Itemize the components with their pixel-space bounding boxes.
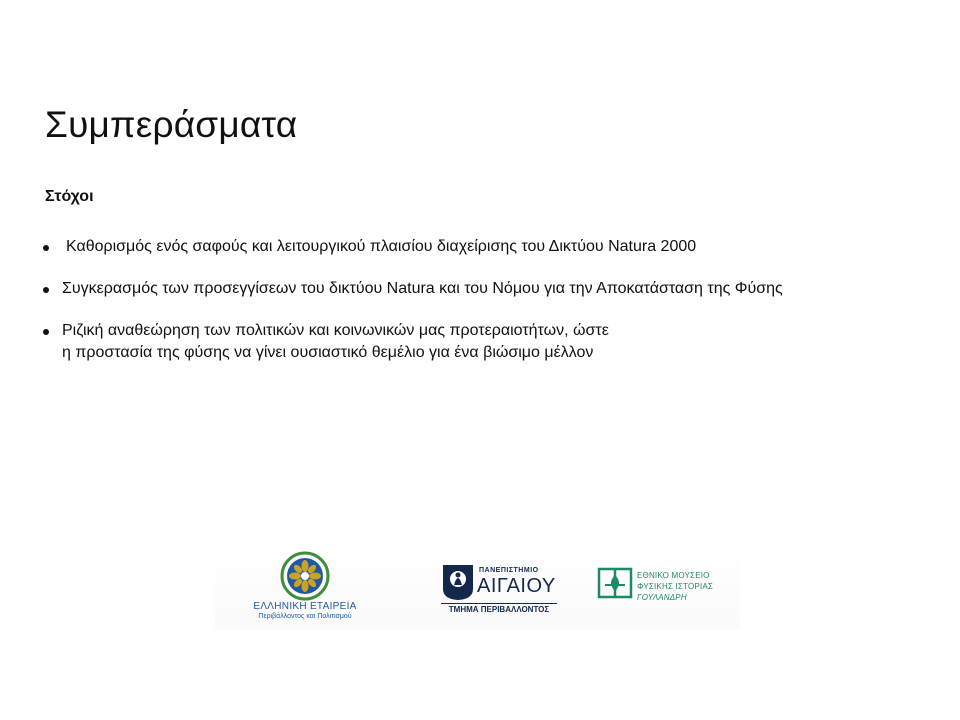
bullet-list — [40, 236, 940, 384]
bullet-text: Συγκερασμός των προσεγγίσεων του δικτύου Natura και του Νόμου για την Αποκατάσταση της Φύσης — [62, 280, 783, 297]
elliniki-etaireia-logo — [235, 545, 375, 630]
bullet-item — [40, 236, 940, 258]
goulandris-museum-logo — [595, 545, 735, 630]
slide-title: Συμπεράσματα — [45, 104, 298, 145]
ee-tagline: Περιβάλλοντος και Πολιτισμού — [258, 613, 352, 620]
ua-divider — [441, 603, 557, 604]
bullet-item — [40, 320, 940, 364]
gm-line-1: ΕΘΝΙΚΟ ΜΟΥΣΕΙΟ — [637, 571, 710, 580]
bullet-dot-icon — [43, 287, 49, 293]
bullet-dot-icon — [43, 329, 49, 335]
ua-department: ΤΜΗΜΑ ΠΕΡΙΒΑΛΛΟΝΤΟΣ — [448, 605, 550, 614]
university-aegean-logo — [437, 545, 562, 630]
partner-logos — [215, 545, 740, 630]
ee-emblem-icon — [280, 551, 330, 601]
bullet-text-continuation: η προστασία της φύσης να γίνει ουσιαστικό θεμέλιο για ένα βιώσιμο μέλλον — [62, 344, 594, 361]
section-subtitle: Στόχοι — [45, 188, 94, 205]
ua-main-text: ΑΙΓΑΙΟΥ — [477, 575, 556, 597]
bullet-dot-icon — [43, 245, 49, 251]
university-seal-icon — [441, 563, 475, 601]
ee-name: ΕΛΛΗΝΙΚΗ ΕΤΑΙΡΕΙΑ — [253, 601, 357, 612]
gm-line-2: ΦΥΣΙΚΗΣ ΙΣΤΟΡΙΑΣ — [637, 582, 714, 591]
gm-line-3: ΓΟΥΛΑΝΔΡΗ — [637, 593, 687, 602]
bullet-text: Καθορισμός ενός σαφούς και λειτουργικού πλαισίου διαχείρισης του Δικτύου Natura 2000 — [66, 238, 697, 255]
bullet-text: Ριζική αναθεώρηση των πολιτικών και κοινωνικών μας προτεραιοτήτων, ώστε — [62, 322, 609, 339]
ua-top-text: ΠΑΝΕΠΙΣΤΗΜΙΟ — [479, 567, 539, 574]
bullet-item — [40, 278, 940, 300]
museum-book-icon — [597, 565, 633, 599]
